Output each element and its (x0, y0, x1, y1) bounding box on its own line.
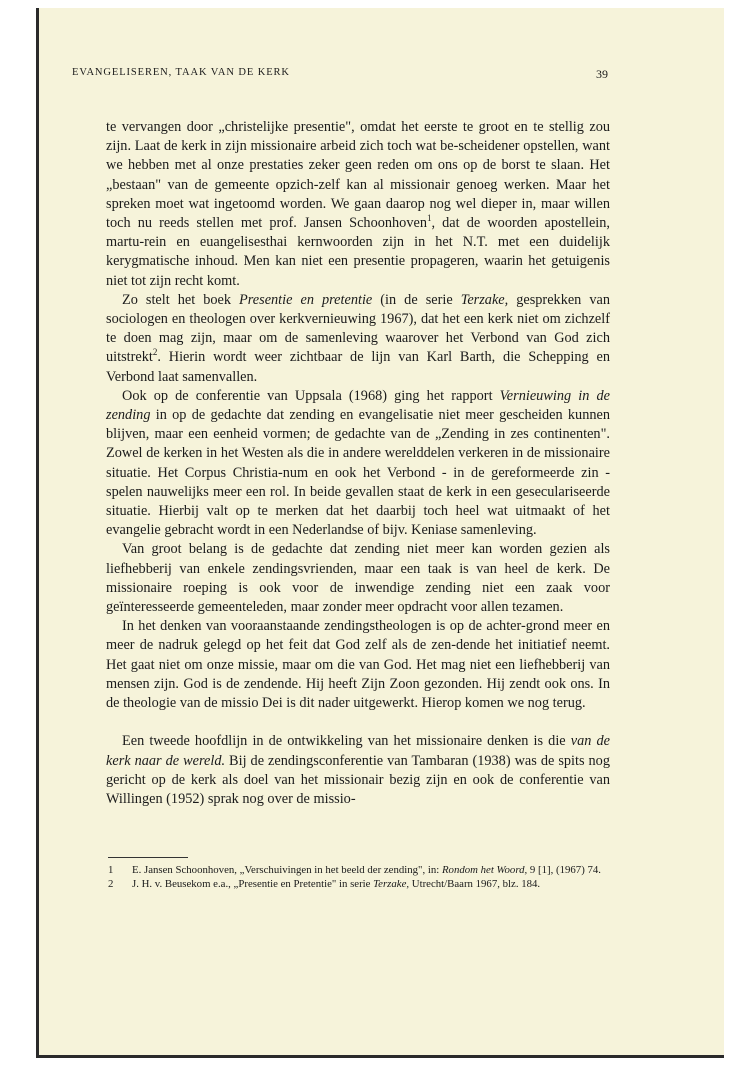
footnote-1-number: 1 (108, 864, 114, 876)
footnotes (108, 864, 608, 891)
paragraph-6-text-b: Bij de zendingsconferentie van Tambaran (1938) was de spits nog gericht op de kerk als doel van het missionair bezig zijn en ook de conferentie van Willingen (1952) sprak nog over de missio- (106, 752, 610, 807)
footnote-1 (108, 864, 608, 878)
paragraph-4: Van groot belang is de gedachte dat zending niet meer kan worden gezien als liefhebberij van enkele zendingsvrienden, maar een taak is van heel de kerk. De missionaire roeping is ook voor de inwendige zending niet een zaak voor geïnteresseerde gemeenteleden, maar zonder meer opdracht voor allen tezamen. (106, 541, 610, 616)
series-title-terzake: Terzake, (460, 291, 509, 308)
paragraph-2-text-d: . Hierin wordt weer zichtbaar de lijn van Karl Barth, die Schepping en Verbond laat samenvallen. (106, 349, 610, 385)
paragraph-1-text: te vervangen door „christelijke presentie", omdat het eerste te groot en te stellig zou zijn. Laat de kerk in zijn missionaire arbeid zich toch wat be-scheidener opstellen, want we hebben met al onze prestaties zeker geen reden om ons op de borst te slaan. Het „bestaan" van de gemeente opzich-zelf kan al missionair genoeg werken. Maar het spreken moet wat ingetoomd worden. We gaan daarop nog wel dieper in, maar willen toch nu reeds stellen met prof. Jansen Schoonhoven (106, 119, 610, 232)
report-title-vernieuwing: Vernieuwing in de zending (106, 387, 610, 424)
paragraph-3-text-b: in op de gedachte dat zending en evangelisatie niet meer gescheiden kunnen blijven, maar een eenheid vormen; de gedachte van de „Zending in zes continenten". Zowel de kerken in het Westen als die in andere werelddelen verkeren in de missionaire situatie. Het Corpus Christia-num en ook het Verbond - in de gereformeerde zin - spelen nauwelijks meer een rol. In beide gevallen staat de kerk in een geseculariseerde situatie. Hierbij valt op te merken dat het daarbij toch heel wat uitmaakt of het evangelie gebracht wordt in een Nederlandse of bijv. Keniase samenleving. (106, 407, 610, 539)
footnote-divider (108, 857, 188, 858)
footnote-2-series: Terzake, (373, 877, 410, 890)
body-text (106, 118, 610, 809)
paragraph-6 (106, 732, 610, 809)
paragraph-6-text-a: Een tweede hoofdlijn in de ontwikkeling van het missionaire denken is die (122, 733, 571, 750)
paragraph-1-rest: , dat de woorden apostellein, martu-rein en euangelisesthai kernwoorden zijn in het N.T. met een duidelijk kerygmatische inhoud. Men kan niet een presentie propageren, waarin het getuigenis niet tot zijn recht komt. (106, 215, 610, 289)
paragraph-1 (106, 118, 610, 291)
emphasis-kerk-naar-wereld: van de kerk naar de wereld. (106, 733, 610, 769)
paragraph-2-text-b: (in de serie (372, 291, 461, 308)
running-head-title: EVANGELISEREN, TAAK VAN DE KERK (72, 67, 290, 78)
footnote-ref-2: 2 (152, 347, 158, 358)
footnote-1-text-b: 9 [1], (1967) 74. (527, 864, 601, 876)
footnote-2-number: 2 (108, 877, 114, 890)
book-title-presentie: Presentie en pretentie (239, 291, 373, 308)
paragraph-2 (106, 291, 610, 387)
footnote-2 (108, 878, 608, 892)
footnote-1-text-a: E. Jansen Schoonhoven, „Verschuivingen in het beeld der zending", in: (132, 864, 442, 876)
paragraph-2-text-a: Zo stelt het boek (122, 291, 240, 308)
footnote-1-journal: Rondom het Woord, (441, 864, 528, 876)
footnote-ref-1: 1 (426, 213, 432, 224)
paragraph-3-text-a: Ook op de conferentie van Uppsala (1968) ging het rapport (122, 387, 500, 404)
footnote-2-text-a: J. H. v. Beusekom e.a., „Presentie en Pretentie" in serie (132, 877, 374, 890)
footnote-2-text-b: Utrecht/Baarn 1967, blz. 184. (409, 877, 541, 890)
paragraph-2-text-c: gesprekken van sociologen en theologen over kerkvernieuwing 1967), dat het een kerk niet om zichzelf te doen mag zijn, maar om de samenleving waarover het Verbond van God zich uitstrekt (106, 291, 610, 366)
paragraph-5: In het denken van vooraanstaande zendingstheologen is op de achter-grond meer en meer de nadruk gelegd op het feit dat God zelf als de zen-dende het initiatief neemt. Het gaat niet om onze missie, maar om die van God. Het mag niet een liefhebberij van mensen zijn. God is de zendende. Hij heeft Zijn Zoon gezonden. Hij zendt ook ons. In de theologie van de missio Dei is dit nader uitgewerkt. Hierop komen we nog terug. (106, 618, 610, 712)
paragraph-3 (106, 387, 610, 541)
page-number: 39 (596, 67, 608, 81)
